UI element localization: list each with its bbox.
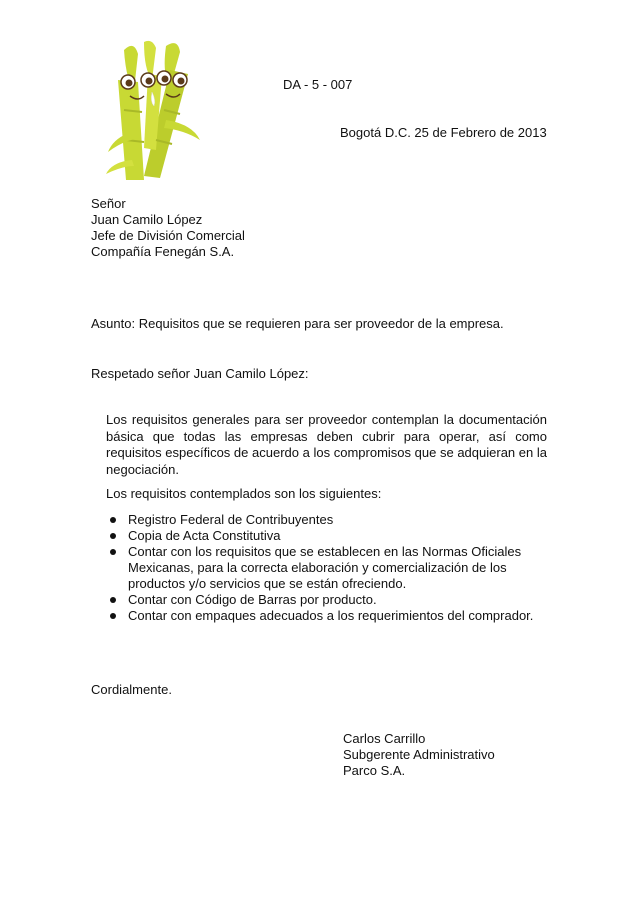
requirement-text: Registro Federal de Contribuyentes [128,512,334,527]
letter-greeting: Respetado señor Juan Camilo López: [91,366,309,381]
list-item [106,512,566,528]
requirements-list [106,512,566,624]
requirement-text: Contar con Código de Barras por producto. [128,592,377,607]
requirement-text: Contar con empaques adecuados a los requerimientos del comprador. [128,608,534,623]
list-item [106,592,566,608]
recipient-company: Compañía Fenegán S.A. [91,244,235,259]
letter-date: Bogotá D.C. 25 de Febrero de 2013 [340,125,547,140]
bullet-icon [110,517,116,523]
signer-company: Parco S.A. [343,763,406,778]
bullet-icon [110,597,116,603]
recipient-block [91,196,245,260]
letter-closing: Cordialmente. [91,682,172,697]
list-item [106,608,566,624]
sugarcane-logo-icon [104,40,204,182]
bullet-icon [110,533,116,539]
document-reference-code: DA - 5 - 007 [283,77,353,92]
bullet-icon [110,613,116,619]
recipient-salutation: Señor [91,196,126,211]
recipient-title: Jefe de División Comercial [91,228,245,243]
signer-title: Subgerente Administrativo [343,747,495,762]
requirement-text: Contar con los requisitos que se establecen en las Normas Oficiales Mexicanas, para la correcta elaboración y comercialización de los productos y/o servicios que se están ofreciendo. [128,544,522,591]
bullet-icon [110,549,116,555]
requirement-text: Copia de Acta Constitutiva [128,528,281,543]
list-item [106,528,566,544]
signer-name: Carlos Carrillo [343,731,426,746]
list-item [106,544,540,592]
recipient-name: Juan Camilo López [91,212,203,227]
requirements-intro: Los requisitos contemplados son los siguientes: [106,486,382,501]
signature-block [343,731,495,779]
letter-subject: Asunto: Requisitos que se requieren para ser proveedor de la empresa. [91,316,504,331]
body-paragraph: Los requisitos generales para ser proveedor contemplan la documentación básica que todas las empresas deben cubrir para operar, así como requisitos específicos de acuerdo a los compromisos que se adquieran en la negociación. [106,412,547,477]
